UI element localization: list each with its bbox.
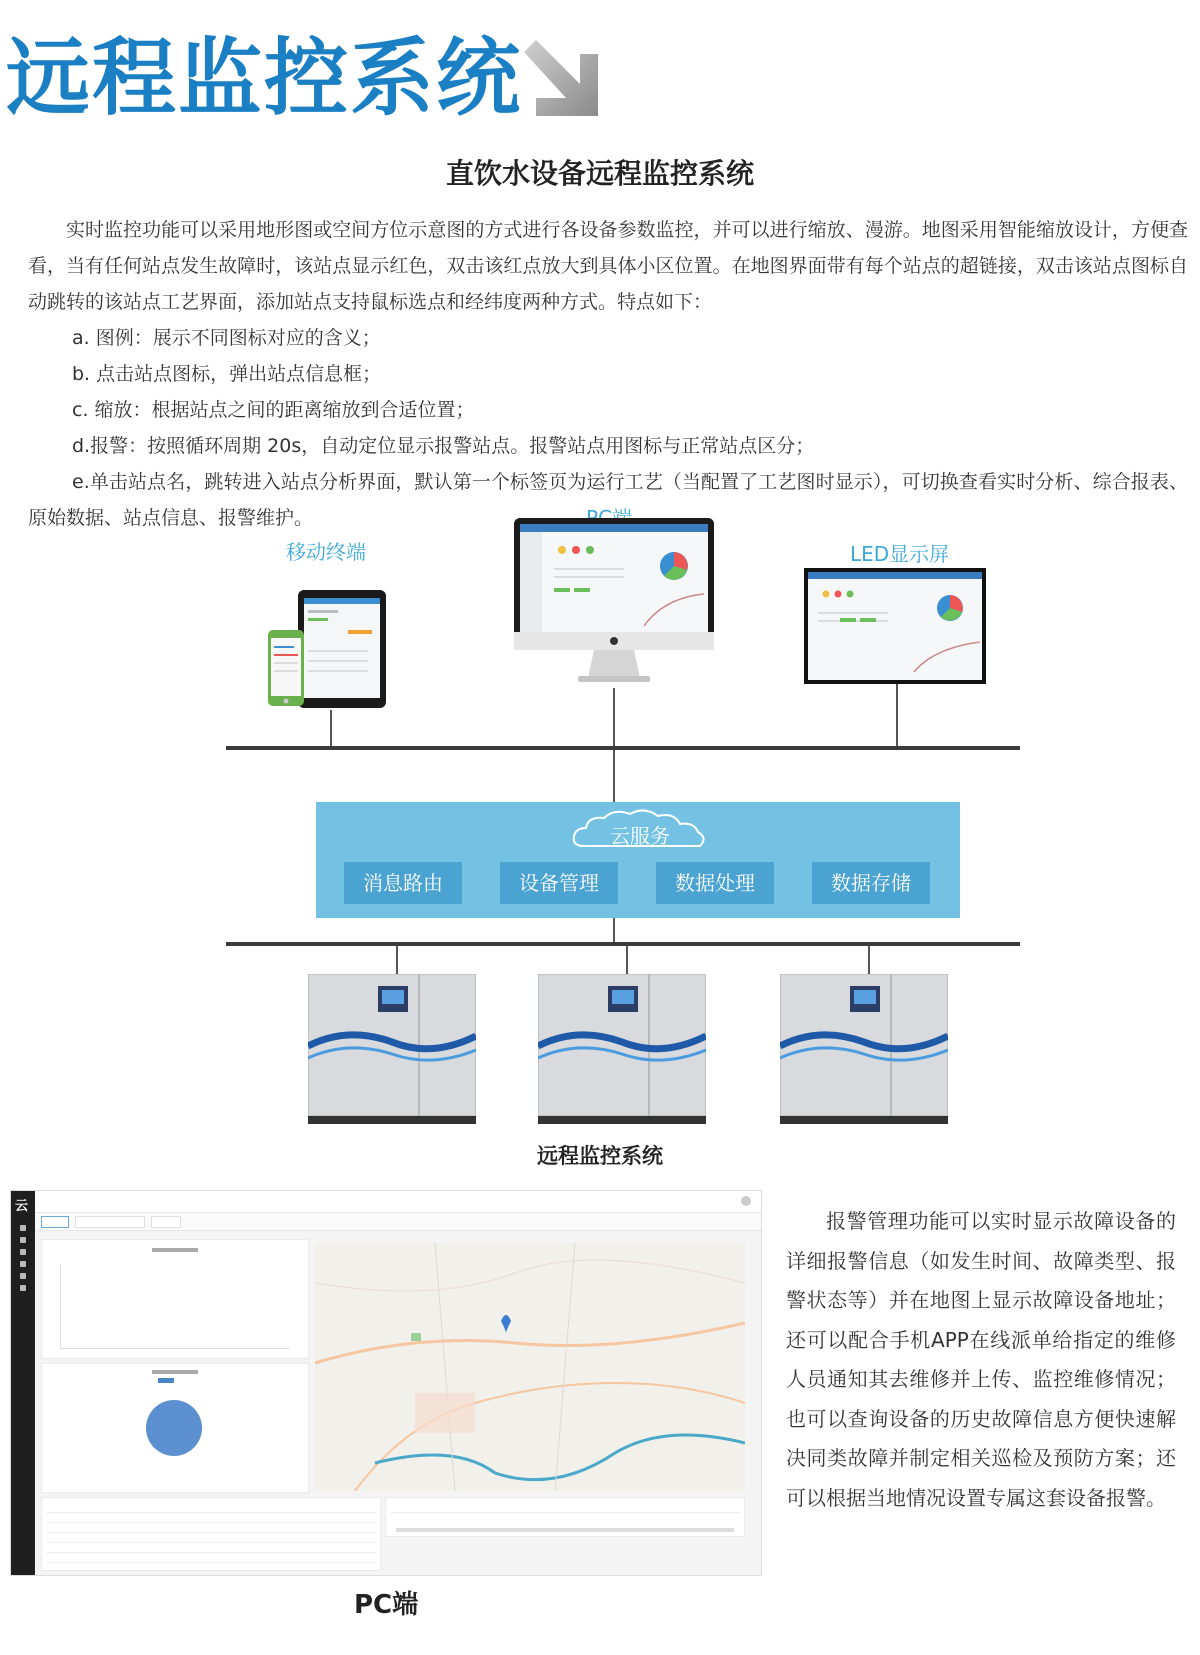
mobile-devices-icon <box>268 590 388 710</box>
chart-axis <box>60 1264 61 1348</box>
menu-icon <box>20 1261 26 1267</box>
service-message-routing: 消息路由 <box>344 862 462 904</box>
led-screen-icon <box>804 568 986 684</box>
menu-icon <box>20 1237 26 1243</box>
table-row <box>46 1512 376 1513</box>
menu-icon <box>20 1225 26 1231</box>
chart-axis <box>60 1348 290 1349</box>
arrow-down-right-icon <box>520 38 604 122</box>
screenshot-logo: 云 <box>15 1199 29 1214</box>
menu-icon <box>20 1285 26 1291</box>
menu-icon <box>20 1249 26 1255</box>
feature-item-c: c. 缩放：根据站点之间的距离缩放到合适位置； <box>72 399 475 421</box>
led-screen-label: LED显示屏 <box>850 542 950 566</box>
mobile-terminal-label: 移动终端 <box>286 540 366 564</box>
network-bus-top <box>226 746 1020 750</box>
feature-item-b: b. 点击站点图标，弹出站点信息框； <box>72 363 382 385</box>
table-row <box>46 1542 376 1543</box>
water-equipment-icon <box>308 974 476 1124</box>
table-row <box>46 1522 376 1523</box>
screenshot-topbar <box>35 1191 761 1213</box>
table-row <box>390 1512 740 1513</box>
intro-paragraph: 实时监控功能可以采用地形图或空间方位示意图的方式进行各设备参数监控，并可以进行缩放、漫游。地图采用智能缩放设计，方便查看，当有任何站点发生故障时，该站点显示红色，双击该红点放大到具体小区位置。在地图界面带有每个站点的超链接，双击该站点图标自动跳转的该站点工艺界面，添加站点支持鼠标选点和经纬度两种方式。特点如下： <box>28 219 1188 313</box>
panel-title <box>152 1370 198 1374</box>
connector-line <box>330 710 332 746</box>
screenshot-tab <box>75 1216 145 1228</box>
menu-icon <box>20 1273 26 1279</box>
connector-line <box>613 918 615 942</box>
connector-line <box>613 688 615 746</box>
connector-line <box>626 946 628 974</box>
service-data-processing: 数据处理 <box>656 862 774 904</box>
legend-swatch <box>158 1378 174 1383</box>
avatar-icon <box>741 1196 751 1206</box>
screenshot-tab <box>41 1216 69 1228</box>
pc-monitor-icon <box>514 518 714 690</box>
table-row <box>46 1562 376 1563</box>
scrollbar[interactable] <box>396 1528 734 1532</box>
pie-chart <box>146 1400 202 1456</box>
alarm-description: 报警管理功能可以实时显示故障设备的详细报警信息（如发生时间、故障类型、报警状态等）并在地图上显示故障设备地址；还可以配合手机APP在线派单给指定的维修人员通知其去维修并上传、监控维修情况；也可以查询设备的历史故障信息方便快速解决同类故障并制定相关巡检及预防方案；还可以根据当地情况设置专属这套设备报警。 <box>786 1209 1176 1510</box>
screenshot-sidebar <box>11 1191 35 1575</box>
connector-line <box>868 946 870 974</box>
map-roads <box>315 1243 745 1491</box>
feature-item-d: d.报警：按照循环周期 20s，自动定位显示报警站点。报警站点用图标与正常站点区分； <box>72 435 815 457</box>
screenshot-tabs <box>35 1213 761 1231</box>
cloud-service-label: 云服务 <box>610 824 670 848</box>
architecture-diagram <box>0 510 1200 1168</box>
pc-screenshot <box>10 1190 762 1576</box>
service-data-storage: 数据存储 <box>812 862 930 904</box>
water-equipment-icon <box>780 974 948 1124</box>
panel-title <box>152 1248 198 1252</box>
online-rate-panel <box>41 1239 309 1359</box>
screenshot-tab <box>151 1216 181 1228</box>
diagram-caption: 远程监控系统 <box>537 1144 663 1168</box>
connector-line <box>396 946 398 974</box>
table-row <box>46 1532 376 1533</box>
intro-text <box>28 212 1188 536</box>
alarm-stats-panel <box>41 1363 309 1493</box>
network-bus-bottom <box>226 942 1020 946</box>
map-view <box>315 1243 745 1491</box>
table-row <box>46 1552 376 1553</box>
cloud-service-box <box>316 802 960 918</box>
service-device-management: 设备管理 <box>500 862 618 904</box>
connector-line <box>896 684 898 746</box>
connector-line <box>613 750 615 802</box>
water-equipment-icon <box>538 974 706 1124</box>
alarm-record-table <box>41 1497 381 1571</box>
feature-item-e: e.单击站点名，跳转进入站点分析界面，默认第一个标签页为运行工艺（当配置了工艺图时显示），可切换查看实时分析、综合报表、原始数据、站点信息、报警维护。 <box>28 471 1188 529</box>
pc-caption: PC端 <box>354 1590 419 1620</box>
banner-title: 远程监控系统 <box>6 29 523 127</box>
feature-item-a: a. 图例：展示不同图标对应的含义； <box>72 327 381 349</box>
page-subtitle: 直饮水设备远程监控系统 <box>445 157 754 190</box>
repair-record-table <box>385 1497 745 1537</box>
